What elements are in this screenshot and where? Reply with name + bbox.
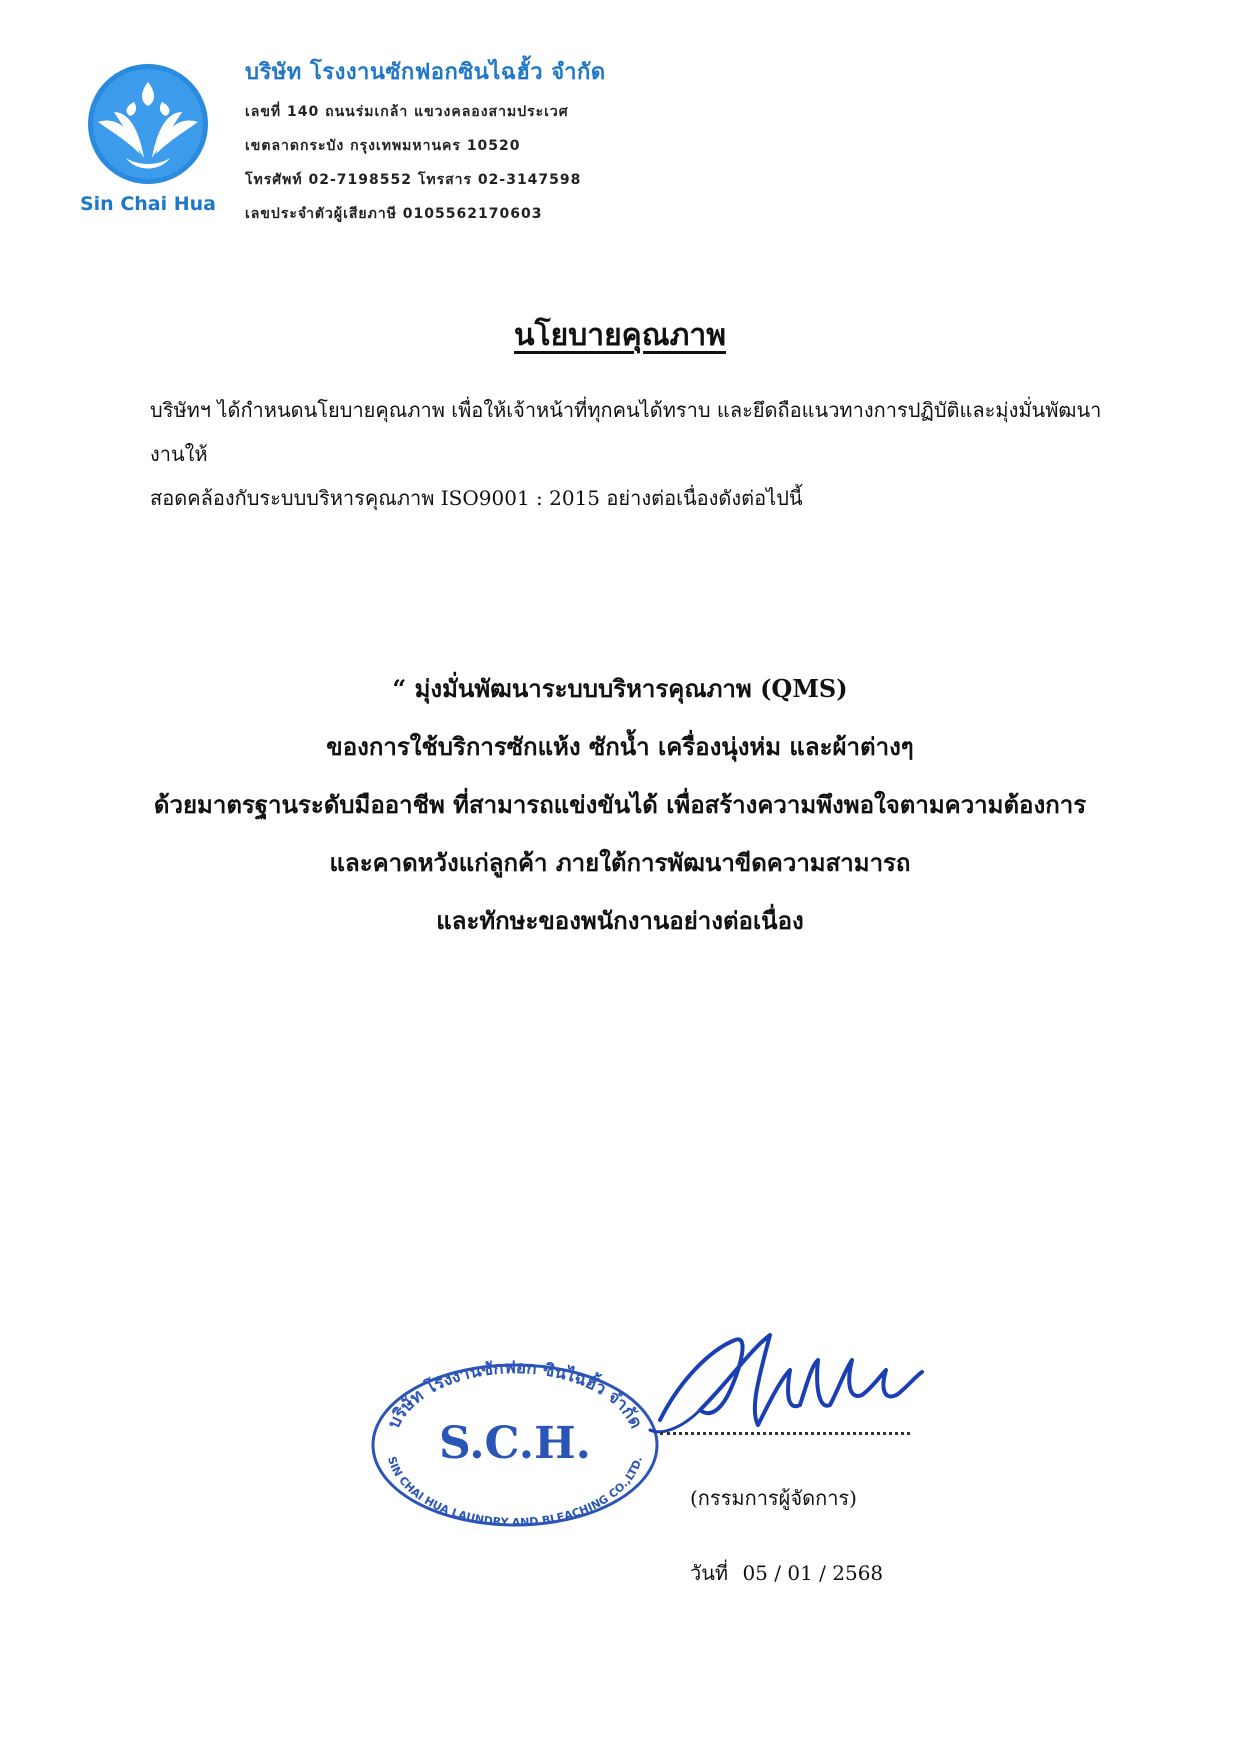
- intro-paragraph: [150, 388, 1110, 520]
- policy-line-1: “ มุ่งมั่นพัฒนาระบบบริหารคุณภาพ (QMS): [392, 674, 848, 703]
- company-logo: [68, 62, 228, 222]
- date-label: วันที่: [690, 1561, 729, 1585]
- contact-line: โทรศัพท์ 02-7198552 โทรสาร 02-3147598: [245, 172, 582, 188]
- stamp-top-text: บริษัท โรงงานซักฟอก ซินไฉฮั้ว จำกัด: [384, 1357, 646, 1432]
- date-value: 05 / 01 / 2568: [742, 1561, 884, 1585]
- sin-chai-hua-logo-icon: [68, 62, 228, 222]
- address-line-2: เขตลาดกระบัง กรุงเทพมหานคร 10520: [245, 138, 521, 154]
- logo-text: Sin Chai Hua: [79, 193, 217, 215]
- address-line-1: เลขที่ 140 ถนนร่มเกล้า แขวงคลองสามประเวศ: [245, 104, 569, 120]
- company-stamp: [365, 1350, 665, 1530]
- signature-block: [360, 1310, 980, 1610]
- signer-role: (กรรมการผู้จัดการ): [690, 1486, 857, 1510]
- tax-id-line: เลขประจำตัวผู้เสียภาษี 0105562170603: [245, 206, 543, 222]
- stamp-bottom-text: SIN CHAI HUA LAUNDRY AND BLEACHING CO.,LTD.: [384, 1455, 645, 1530]
- intro-line-2: สอดคล้องกับระบบบริหารคุณภาพ ISO9001 : 2015 อย่างต่อเนื่องดังต่อไปนี้: [150, 486, 803, 510]
- policy-line-2: ของการใช้บริการซักแห้ง ซักน้ำ เครื่องนุ่งห่ม และผ้าต่างๆ: [326, 732, 914, 761]
- signature-line: [660, 1432, 910, 1435]
- policy-line-4: และคาดหวังแก่ลูกค้า ภายใต้การพัฒนาขีดความสามารถ: [329, 848, 911, 877]
- document-title: นโยบายคุณภาพ: [514, 318, 726, 353]
- policy-statement: [0, 660, 1240, 950]
- company-name: บริษัท โรงงานซักฟอกซินไฉฮั้ว จำกัด: [245, 60, 606, 85]
- stamp-icon: [365, 1350, 665, 1530]
- handwritten-signature-icon: [640, 1310, 940, 1460]
- policy-line-3: ด้วยมาตรฐานระดับมืออาชีพ ที่สามารถแข่งขันได้ เพื่อสร้างความพึงพอใจตามความต้องการ: [153, 790, 1087, 819]
- stamp-center-text: S.C.H.: [439, 1418, 591, 1469]
- policy-line-5: และทักษะของพนักงานอย่างต่อเนื่อง: [436, 906, 804, 935]
- letterhead: [60, 40, 1160, 230]
- intro-line-1: บริษัทฯ ได้กำหนดนโยบายคุณภาพ เพื่อให้เจ้าหน้าที่ทุกคนได้ทราบ และยึดถือแนวทางการปฏิบัติและมุ่งมั่นพัฒนางานให้: [150, 398, 1102, 466]
- signature: [640, 1310, 940, 1460]
- company-info: [245, 54, 1045, 237]
- signature-date: [690, 1557, 883, 1589]
